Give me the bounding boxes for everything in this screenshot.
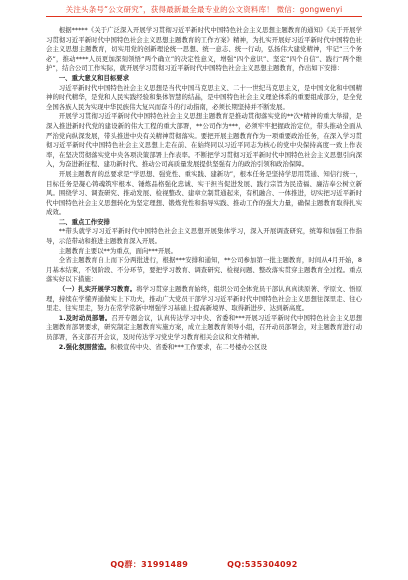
paragraph: 主题教育主要以**为重点，面向***开展。 [58,246,178,255]
item-lead: 2.强化氛围营造。 [58,342,111,351]
qq-group-number: QQ群：31991489 [110,560,189,569]
intro-paragraph: 根据*****《关于广泛深入开展学习贯彻习近平新时代中国特色社会主义思想主题教育的通知》《关于开展学习贯彻习近平新时代中国特色社会主义思想主题教育的工作方案》精神，为扎实开展好习近平新时代中国特色社会主义思想主题教育，切实用党的创新理论统一思想、统一意志、统一行动，弘扬伟大建党精神，牢记“三个务必”，推动****人员更加深刻领悟“两个确立”的决定性意义，增强“四个意识”、坚定“四个自信”、践行“两个维护”，结合公司工作实际，就开展学习贯彻习近平新时代中国特色社会主义思想主题教育，作出如下安排： [46,26,362,73]
header-divider [46,16,362,17]
paragraph-text: 将学习贯穿主题教育始终，组织公司全体党员干部认真真读原著、学原文、悟原理，持续在学懂弄通做实上下功夫，推动广大党员干部学习习近平新时代中国特色社会主义思想往深里走、往心里走、往实里走，努力在常学常新中增强学习基础上提高新境界、取得新进步、达到新高度。 [46,285,363,313]
paragraph: 习近平新时代中国特色社会主义思想是当代中国马克思主义、二十一世纪马克思主义，是中国文化和中国精神的时代精华，是党和人民实践经验和集体智慧的结晶，是中国特色社会主义理论体系的重要组成部分，是全党全国各族人民为实现中华民族伟大复兴而奋斗的行动指南，必须长期坚持并不断发展。 [46,83,362,111]
footer-contact [0,559,408,570]
paragraph-text: 召开专题会议，认真传达学习中央、省委和***开展习近平新时代中国特色社会主义思想主题教育部署要求，研究制定主题教育实施方案，成立主题教育领导小组，召开动员部署会，对主题教育进行动员部署，各支部召开会议，及时传达学习党史学习教育相关会议和文件精神。 [46,313,363,341]
paragraph: 全省主题教育自上而下分两批进行，根据***安排和通知，**公司参加第一批主题教育，时间从4月开始，8月基本结束，不划阶段、不分环节，要把学习教育、调查研究、检视问题、整改落实贯穿主题教育全过程。重点落实好以下措施： [46,256,362,284]
item-lead: 1.及时动员部署。 [58,313,112,322]
qq-number: QQ:535304092 [227,560,298,569]
paragraph [46,314,362,343]
header-banner: 关注头条号“公文研究”，获得最新最全最专业的公文资料库！ 微信：gongwenyi [65,5,343,14]
section-heading-1: 一、重大意义和目标要求 [58,73,130,82]
paragraph: 开展学习贯彻习近平新时代中国特色社会主义思想主题教育是推动贯彻落实党的**次*精神的重大举措，是深入推进新时代党的建设新的伟大工程的重大部署，**公司作为***，必须牢牢把握政治定位，带头推动全面从严治党向纵深发展，带头推进中央有关精神贯彻落实。要把开展主题教育作为一项重要政治任务，在深入学习贯彻习近平新时代中国特色社会主义思想上走在前、在始终同以习近平同志为核心的党中央保持高度一致上作表率，在坚决贯彻落实党中央各项决策部署上作表率。不断把学习贯彻习近平新时代中国特色社会主义思想引向深入，为奋进新征程、建功新时代、推动公司高质量发展提供坚强有力的政治引领和政治保障。 [46,112,362,169]
section-heading-2: 二、重点工作安排 [58,217,110,226]
paragraph-text: 积极宣传中央、省委和***工作要求，在二号楼办公区设 [110,342,267,351]
document-body [46,26,362,352]
subsection-paragraph [46,285,362,314]
paragraph: 开展主题教育的总要求是“学思想、强党性、重实践、建新功”，根本任务是坚持学思用贯通、知信行统一，目标任务是凝心铸魂筑牢根本、锤炼品格强化忠诚、实干担当促进发展、践行宗旨为民造福、廉洁奉公树立新风。围绕学习、调查研究、推动发展、检视整改、建章立制贯通起来，有机融合、一体推进，切实把习近平新时代中国特色社会主义思想转化为坚定理想、锻炼党性和指导实践、推动工作的强大力量，确保主题教育取得扎实成效。 [46,169,362,217]
paragraph: **带头就学习习近平新时代中国特色社会主义思想开展集体学习，深入开展调查研究，统筹和加强工作指导，示范带动和推进主题教育深入开展。 [46,227,362,246]
paragraph [46,343,362,353]
subsection-heading: （一）扎实开展学习教育。 [58,285,137,294]
